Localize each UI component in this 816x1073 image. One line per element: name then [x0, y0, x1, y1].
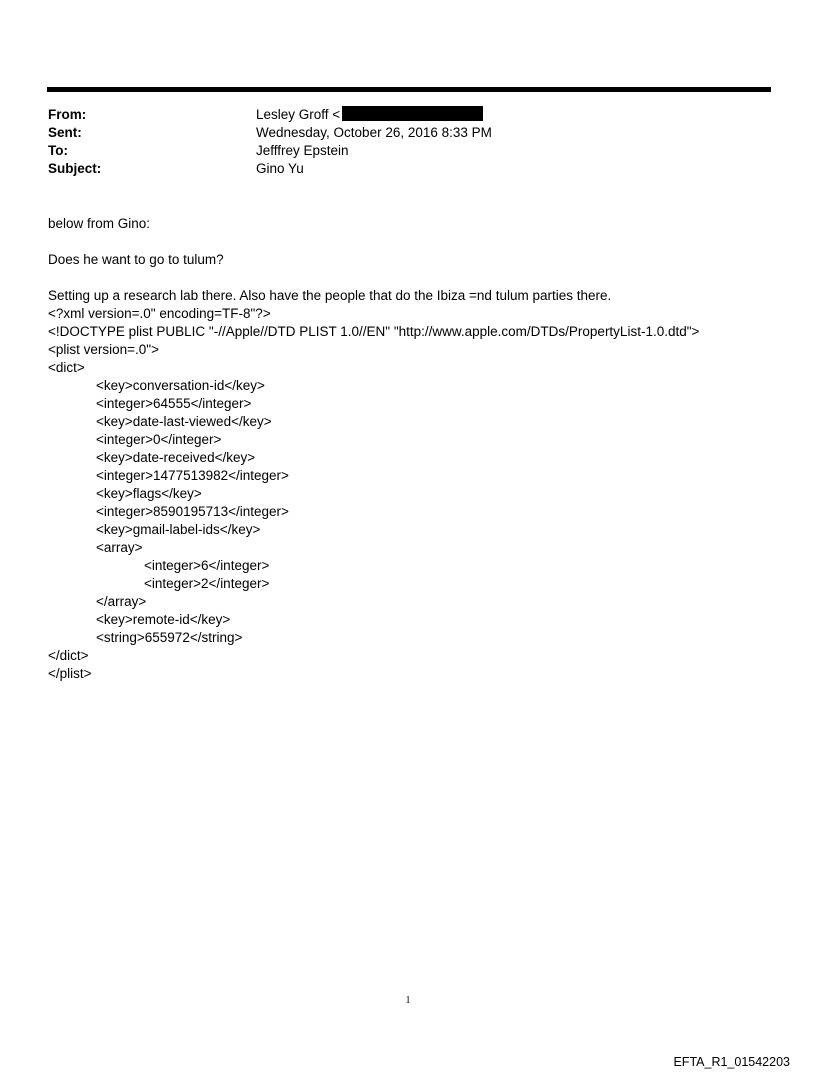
plist-line: <integer>64555</integer> [96, 396, 252, 411]
body-question: Does he want to go to tulum? [48, 252, 224, 267]
plist-line: <integer>6</integer> [144, 558, 270, 573]
document-id: EFTA_R1_01542203 [673, 1055, 790, 1069]
email-header [48, 106, 492, 178]
paragraph-gap [48, 269, 788, 287]
plist-line: <key>gmail-label-ids</key> [96, 522, 261, 537]
body-intro: below from Gino: [48, 216, 151, 231]
page-number: 1 [405, 995, 411, 1006]
plist-line: <string>655972</string> [96, 630, 243, 645]
subject-value: Gino Yu [256, 161, 304, 176]
plist-line: <key>flags</key> [96, 486, 202, 501]
plist-line: <array> [96, 540, 143, 555]
from-name: Lesley Groff < [256, 107, 341, 122]
plist-line: <key>remote-id</key> [96, 612, 231, 627]
plist-line: </dict> [48, 648, 89, 663]
body-statement: Setting up a research lab there. Also have the people that do the Ibiza =nd tulum parties there. [48, 288, 612, 303]
plist-line: <key>conversation-id</key> [96, 378, 265, 393]
plist-line: <key>date-received</key> [96, 450, 256, 465]
from-value [256, 106, 483, 124]
to-label: To: [48, 143, 68, 158]
plist-line: <!DOCTYPE plist PUBLIC "-//Apple//DTD PLIST 1.0//EN" "http://www.apple.com/DTDs/PropertyList-1.0.dtd"> [48, 324, 700, 339]
to-value: Jefffrey Epstein [256, 143, 349, 158]
email-body [48, 215, 788, 683]
plist-block [48, 305, 788, 683]
plist-line: <key>date-last-viewed</key> [96, 414, 272, 429]
plist-line: <dict> [48, 360, 85, 375]
header-rule [47, 87, 771, 92]
subject-label: Subject: [48, 161, 102, 176]
from-label: From: [48, 107, 87, 122]
subject-row [48, 160, 492, 178]
plist-line: <integer>2</integer> [144, 576, 270, 591]
redaction-box [342, 106, 483, 121]
sent-label: Sent: [48, 125, 82, 140]
sent-value: Wednesday, October 26, 2016 8:33 PM [256, 125, 492, 140]
paragraph-gap [48, 233, 788, 251]
sent-row [48, 124, 492, 142]
plist-line: <integer>0</integer> [96, 432, 222, 447]
plist-line: </array> [96, 594, 147, 609]
plist-line: <plist version=.0"> [48, 342, 159, 357]
plist-line: <?xml version=.0" encoding=TF-8"?> [48, 306, 271, 321]
plist-line: <integer>1477513982</integer> [96, 468, 289, 483]
plist-line: </plist> [48, 666, 92, 681]
from-row [48, 106, 492, 124]
to-row [48, 142, 492, 160]
plist-line: <integer>8590195713</integer> [96, 504, 289, 519]
